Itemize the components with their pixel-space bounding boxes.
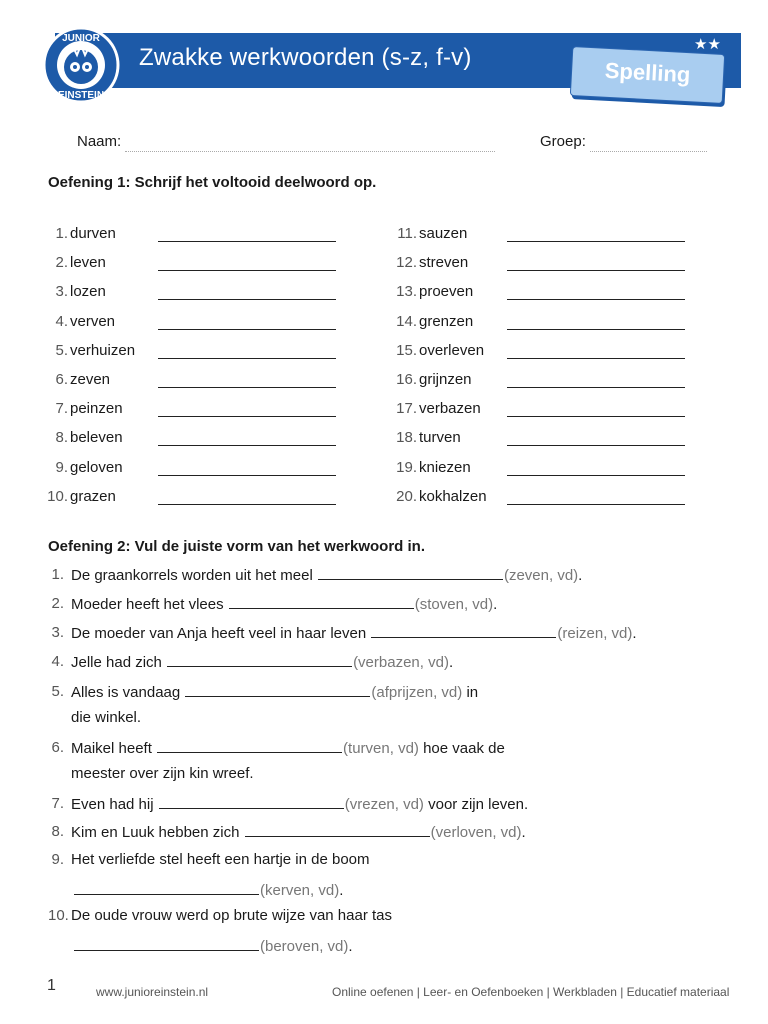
answer-blank[interactable] [185, 683, 370, 697]
item-number: 1. [55, 225, 68, 242]
verb-hint: (verbazen, vd) [353, 654, 449, 671]
answer-line[interactable] [507, 416, 685, 417]
sentence-end: . [448, 654, 454, 671]
verb-word: turven [419, 429, 461, 447]
item-number: 2. [55, 254, 68, 272]
item-number: 2. [51, 595, 64, 612]
sentence-end: hoe vaak de [418, 740, 505, 757]
footer-tagline: Online oefenen | Leer- en Oefenboeken | Werkbladen | Educatief materiaal [332, 985, 730, 999]
verb-hint: (zeven, vd) [503, 567, 579, 584]
answer-line[interactable] [158, 445, 336, 446]
sentence-start: Jelle had zich [71, 654, 162, 671]
sentence-end: . [339, 882, 344, 899]
sentence-end: voor zijn leven. [423, 796, 529, 813]
verb-word: grijnzen [419, 371, 472, 388]
answer-line[interactable] [507, 329, 685, 330]
item-number: 3. [51, 624, 64, 641]
sentence-start: Het verliefde stel heeft een hartje in de boom [71, 851, 370, 868]
item-number: 15. [396, 341, 417, 359]
answer-line[interactable] [158, 241, 336, 242]
item-number: 20. [396, 487, 417, 505]
answer-line[interactable] [158, 329, 336, 330]
verb-word: sauzen [419, 225, 468, 242]
answer-blank[interactable] [74, 881, 259, 895]
verb-word: proeven [419, 283, 474, 301]
sentence-continuation: meester over zijn kin wreef. [71, 765, 254, 782]
item-number: 5. [51, 683, 64, 700]
verb-hint: (reizen, vd) [557, 625, 633, 642]
item-number: 17. [396, 400, 417, 418]
verb-word: kniezen [419, 458, 471, 476]
answer-line[interactable] [507, 387, 685, 388]
item-number: 11. [397, 225, 417, 242]
answer-blank[interactable] [371, 624, 556, 638]
verb-word: beleven [70, 429, 123, 447]
item-number: 10. [48, 907, 69, 924]
sentence-end: . [493, 596, 498, 613]
answer-line[interactable] [507, 241, 685, 242]
footer-url: www.junioreinstein.nl [96, 985, 209, 999]
item-number: 10. [47, 487, 68, 505]
sentence-start: De moeder van Anja heeft veel in haar leven [71, 625, 367, 642]
subject-badge-label: Spelling [604, 57, 692, 88]
item-number: 12. [396, 254, 417, 272]
answer-blank[interactable] [157, 739, 342, 753]
item-number: 14. [396, 312, 417, 330]
page-number: 1 [47, 977, 56, 994]
sentence-start: Kim en Luuk hebben zich [71, 824, 240, 841]
item-number: 8. [51, 823, 64, 840]
answer-blank[interactable] [159, 795, 344, 809]
svg-text:EINSTEIN: EINSTEIN [57, 90, 105, 101]
answer-line[interactable] [158, 504, 336, 505]
verb-hint: (afprijzen, vd) [371, 684, 463, 701]
sentence-end: . [632, 625, 637, 642]
item-number: 3. [55, 283, 68, 301]
sentence-end: in [462, 684, 479, 701]
sentence-start: De oude vrouw werd op brute wijze van haar tas [71, 907, 393, 924]
verb-word: verven [70, 312, 116, 330]
answer-line[interactable] [158, 270, 336, 271]
answer-line[interactable] [158, 358, 336, 359]
verb-hint: (verloven, vd) [430, 824, 522, 841]
item-number: 7. [55, 400, 68, 418]
sentence-end: . [348, 938, 353, 955]
verb-word: overleven [419, 341, 485, 359]
group-label: Groep: [540, 133, 586, 150]
subject-badge [570, 46, 725, 104]
answer-line[interactable] [507, 504, 685, 505]
answer-blank[interactable] [74, 937, 259, 951]
answer-line[interactable] [507, 358, 685, 359]
answer-blank[interactable] [245, 823, 430, 837]
item-number: 5. [55, 341, 68, 359]
item-number: 4. [51, 653, 64, 670]
sentence-start: Maikel heeft [71, 740, 152, 757]
verb-word: lozen [70, 283, 106, 301]
verb-hint: (beroven, vd) [260, 938, 349, 955]
answer-line[interactable] [158, 475, 336, 476]
junior-einstein-logo [33, 25, 129, 105]
name-label: Naam: [77, 133, 122, 150]
answer-line[interactable] [158, 299, 336, 300]
verb-word: verbazen [419, 400, 481, 418]
verb-hint: (vrezen, vd) [344, 796, 424, 813]
item-number: 1. [51, 566, 64, 583]
item-number: 18. [396, 429, 417, 447]
verb-word: leven [70, 254, 106, 272]
answer-line[interactable] [507, 270, 685, 271]
exercise2-heading: Oefening 2: Vul de juiste vorm van het werkwoord in. [48, 538, 426, 555]
verb-word: durven [70, 225, 116, 242]
sentence-end: . [521, 824, 526, 841]
verb-word: grazen [70, 487, 116, 505]
svg-text:JUNIOR: JUNIOR [62, 33, 100, 44]
item-number: 4. [55, 312, 68, 330]
sentence-end: . [578, 567, 583, 584]
name-field[interactable] [125, 151, 495, 152]
item-number: 6. [55, 371, 68, 388]
sentence-start: Even had hij [71, 796, 154, 813]
verb-word: geloven [70, 458, 123, 476]
answer-line[interactable] [507, 475, 685, 476]
item-number: 9. [51, 851, 64, 868]
verb-hint: (stoven, vd) [414, 596, 494, 613]
exercise1-heading: Oefening 1: Schrijf het voltooid deelwoord op. [48, 174, 377, 191]
answer-line[interactable] [507, 445, 685, 446]
difficulty-stars-icon: ★★ [694, 36, 721, 53]
verb-hint: (kerven, vd) [260, 882, 340, 899]
answer-line[interactable] [158, 387, 336, 388]
sentence-start: Alles is vandaag [71, 684, 181, 701]
item-number: 13. [396, 283, 417, 301]
verb-word: grenzen [419, 312, 474, 330]
verb-word: peinzen [70, 400, 123, 418]
answer-blank[interactable] [318, 566, 503, 580]
item-number: 6. [51, 739, 64, 756]
sentence-start: De graankorrels worden uit het meel [71, 567, 313, 584]
verb-word: kokhalzen [419, 487, 487, 505]
answer-blank[interactable] [167, 653, 352, 667]
item-number: 8. [55, 429, 68, 447]
group-field[interactable] [590, 151, 707, 152]
answer-line[interactable] [507, 299, 685, 300]
sentence-continuation: die winkel. [71, 709, 142, 726]
verb-word: verhuizen [70, 341, 136, 359]
verb-word: zeven [70, 371, 111, 388]
verb-word: streven [419, 254, 469, 272]
verb-hint: (turven, vd) [343, 740, 419, 757]
item-number: 19. [396, 458, 417, 476]
item-number: 7. [51, 795, 64, 812]
page-title: Zwakke werkwoorden (s-z, f-v) [139, 44, 472, 71]
sentence-start: Moeder heeft het vlees [71, 596, 224, 613]
item-number: 16. [396, 371, 417, 388]
answer-line[interactable] [158, 416, 336, 417]
item-number: 9. [55, 458, 68, 476]
answer-blank[interactable] [229, 595, 414, 609]
